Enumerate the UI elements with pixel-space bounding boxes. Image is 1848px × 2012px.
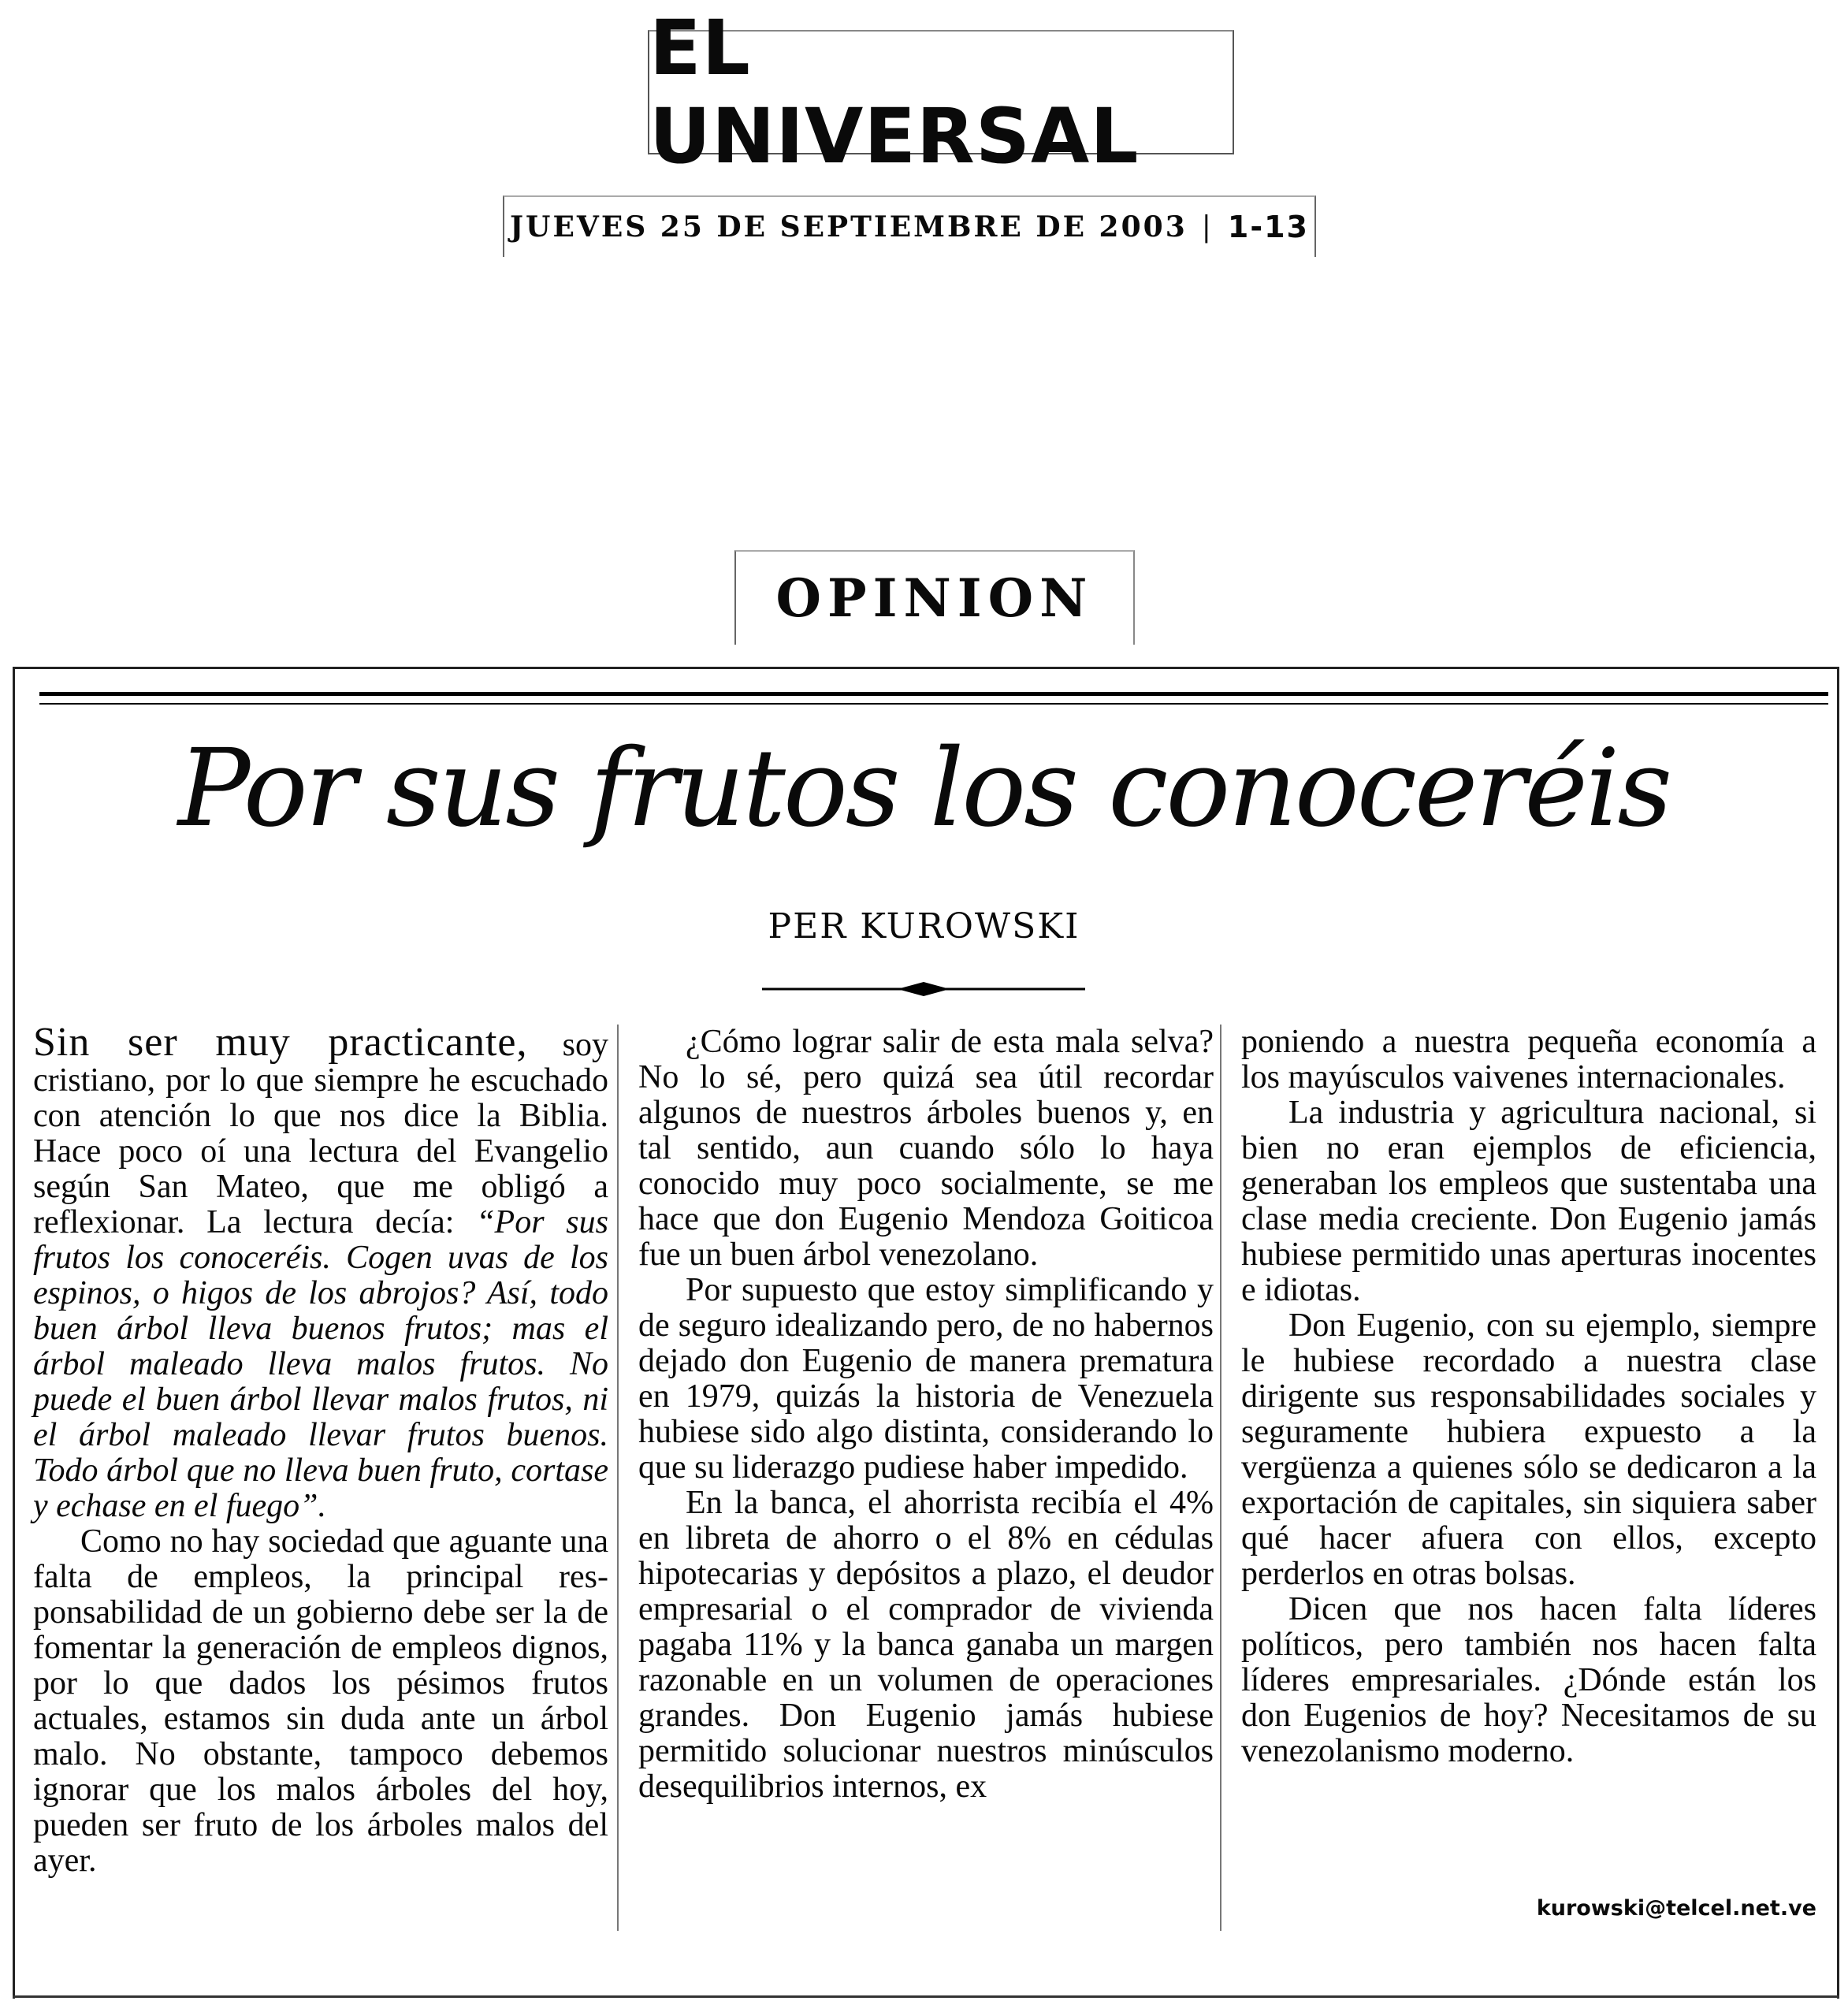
author-email: kurowski@telcel.net.ve (1536, 1896, 1816, 1921)
masthead (648, 4, 1234, 180)
dateline (503, 195, 1316, 257)
column-divider (617, 1025, 619, 1931)
bottom-rule (13, 1995, 1839, 1998)
diamond-rule-ornament (762, 980, 1085, 999)
paragraph: poniendo a nuestra pequeña economía a los mayúsculos vaivenes internacionales. (1241, 1024, 1816, 1095)
paragraph: ¿Cómo lograr salir de esta mala selva? No lo sé, pero quizá sea útil recordar algunos de nuestros árboles buenos y, en tal sentido, aun cuando sólo lo haya conocido muy poco socialmente, se me hace que don Eugenio Mendoza Goiticoa fue un buen árbol venezolano. (638, 1024, 1214, 1273)
article-column-3 (1241, 1025, 1816, 1769)
paragraph: Don Eugenio, con su ejemplo, siempre le hubiese recordado a nuestra clase dirigente sus responsabilidades sociales y seguramente hubiera expuesto a la vergüenza a quienes sólo se dedicaron a la exportación de capitales, sin siquiera saber qué hacer afuera con ellos, excepto perderlos en otras bolsas. (1241, 1307, 1816, 1592)
article-byline: PER KUROWSKI (768, 906, 1080, 946)
article-headline: Por sus frutos los conoceréis (177, 727, 1671, 851)
top-rule-thin (39, 703, 1828, 705)
section-label: OPINION (734, 550, 1135, 645)
page-number: 1-13 (1227, 210, 1309, 244)
newspaper-name: EL UNIVERSAL (649, 4, 1140, 180)
paragraph: Dicen que nos hacen falta líderes políticos, pero también nos hacen falta líderes empresariales. ¿Dónde están los don Eugenios de hoy? Necesitamos de su venezolanismo moderno. (1241, 1591, 1816, 1769)
top-rule-thick (39, 692, 1828, 696)
article-column-2 (638, 1025, 1214, 1805)
lead-in: Sin ser muy practicante, (33, 1020, 528, 1065)
paragraph: Como no hay sociedad que aguante una falta de empleos, la principal responsabilidad de un gobierno debe ser la de fomentar la generación de empleos dignos, por lo que dados los pésimos frutos actuales, estamos sin duda ante un árbol malo. No obstante, tampoco debemos ignorar que los malos árboles del hoy, pueden ser fruto de los árboles malos del ayer. (33, 1523, 608, 1879)
bible-quote: “Por sus frutos los conoceréis. Cogen uvas de los espinos, o higos de los abrojos? Así, todo buen árbol lleva buenos frutos; mas el árbol maleado lleva malos frutos. No puede el buen árbol llevar malos frutos, ni el árbol maleado llevar frutos buenos. Todo árbol que no lleva buen fruto, cortase y echase en el fuego”. (33, 1204, 608, 1524)
paragraph: En la banca, el ahorrista recibía el 4% en libreta de ahorro o el 8% en cédulas hipotecarias y depósitos a plazo, el deudor empresarial o el comprador de vivienda pagaba 11% y la banca ganaba un margen razonable en un volumen de operaciones grandes. Don Eugenio jamás hubiese permitido solucionar nuestros minúsculos desequilibrios internos, ex (638, 1485, 1214, 1805)
dateline-separator: | (1201, 210, 1214, 244)
article-column-1 (33, 1020, 608, 1879)
paragraph (33, 1020, 608, 1524)
paragraph-text: soy cristiano, por lo que siempre he escuchado con atención lo que nos dice la Biblia. Hace poco oí una lectura del Evangelio según San Mateo, que me obligó a reflexionar. La lectura decía: (33, 1027, 608, 1240)
paragraph: Por supuesto que estoy simplificando y de seguro idealizando pero, de no habernos dejado don Eugenio de manera prematura en 1979, quizás la historia de Venezuela hubiese sido algo distinta, considerando lo que su liderazgo pudiese haber impedido. (638, 1272, 1214, 1486)
column-divider (1220, 1025, 1221, 1931)
paragraph: La industria y agricultura nacional, si bien no eran ejemplos de eficiencia, generaban los empleos que sustentaba una clase media creciente. Don Eugenio jamás hubiese permitido unas aperturas inocentes e idiotas. (1241, 1095, 1816, 1308)
date-text: JUEVES 25 DE SEPTIEMBRE DE 2003 (510, 210, 1188, 244)
